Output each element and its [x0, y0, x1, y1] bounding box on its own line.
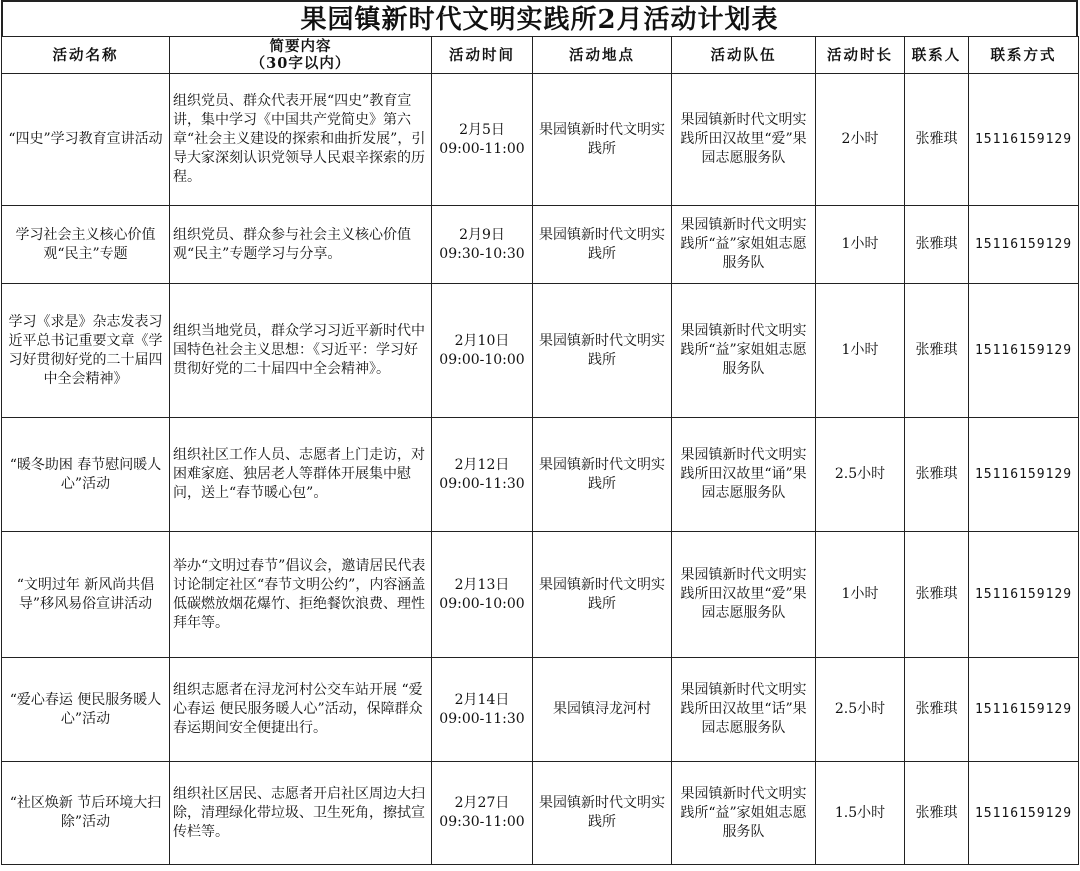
activity-name: 学习社会主义核心价值观“民主”专题 [2, 206, 170, 284]
activity-hours: 09:00-11:30 [439, 475, 525, 492]
activity-date: 2月10日 [454, 332, 510, 349]
activity-time [432, 532, 533, 658]
activity-phone: 15116159129 [969, 658, 1079, 762]
activity-duration: 1小时 [816, 206, 905, 284]
activity-hours: 09:00-11:30 [439, 710, 525, 727]
activity-contact: 张雅琪 [905, 762, 969, 865]
activity-plan-table [1, 36, 1079, 865]
activity-hours: 09:00-10:00 [439, 595, 525, 612]
activity-duration: 2小时 [816, 74, 905, 206]
activity-time [432, 418, 533, 532]
header-team: 活动队伍 [672, 37, 816, 74]
activity-date: 2月13日 [454, 576, 510, 593]
activity-name: “暖冬助困 春节慰问暖人心”活动 [2, 418, 170, 532]
activity-name: “社区焕新 节后环境大扫除”活动 [2, 762, 170, 865]
activity-duration: 2.5小时 [816, 418, 905, 532]
table-row [2, 206, 1079, 284]
activity-content: 组织志愿者在浔龙河村公交车站开展 “爱心春运 便民服务暖人心”活动，保障群众春运期间安全便捷出行。 [170, 658, 432, 762]
activity-place: 果园镇新时代文明实践所 [533, 74, 672, 206]
table-row [2, 284, 1079, 418]
activity-duration: 1小时 [816, 532, 905, 658]
activity-place: 果园镇新时代文明实践所 [533, 532, 672, 658]
header-name: 活动名称 [2, 37, 170, 74]
activity-name: “文明过年 新风尚共倡导”移风易俗宣讲活动 [2, 532, 170, 658]
activity-hours: 09:30-10:30 [439, 245, 525, 262]
table-row [2, 658, 1079, 762]
activity-phone: 15116159129 [969, 762, 1079, 865]
activity-time [432, 206, 533, 284]
activity-phone: 15116159129 [969, 532, 1079, 658]
activity-place: 果园镇新时代文明实践所 [533, 284, 672, 418]
activity-contact: 张雅琪 [905, 206, 969, 284]
header-contact: 联系人 [905, 37, 969, 74]
activity-contact: 张雅琪 [905, 418, 969, 532]
activity-duration: 1小时 [816, 284, 905, 418]
activity-name: 学习《求是》杂志发表习近平总书记重要文章《学习好贯彻好党的二十届四中全会精神》 [2, 284, 170, 418]
header-content [170, 37, 432, 74]
activity-team: 果园镇新时代文明实践所田汉故里“诵”果园志愿服务队 [672, 418, 816, 532]
activity-date: 2月14日 [454, 691, 510, 708]
header-place: 活动地点 [533, 37, 672, 74]
activity-contact: 张雅琪 [905, 284, 969, 418]
activity-content: 组织党员、群众代表开展“四史”教育宣讲，集中学习《中国共产党简史》第六章“社会主义建设的探索和曲折发展”，引导大家深刻认识党领导人民艰辛探索的历程。 [170, 74, 432, 206]
activity-phone: 15116159129 [969, 418, 1079, 532]
table-row [2, 74, 1079, 206]
table-row [2, 532, 1079, 658]
table-row [2, 762, 1079, 865]
activity-phone: 15116159129 [969, 284, 1079, 418]
activity-team: 果园镇新时代文明实践所田汉故里“话”果园志愿服务队 [672, 658, 816, 762]
activity-phone: 15116159129 [969, 206, 1079, 284]
activity-contact: 张雅琪 [905, 532, 969, 658]
activity-content: 组织社区居民、志愿者开启社区周边大扫除，清理绿化带垃圾、卫生死角，擦拭宣传栏等。 [170, 762, 432, 865]
activity-time [432, 762, 533, 865]
activity-place: 果园镇浔龙河村 [533, 658, 672, 762]
activity-time [432, 658, 533, 762]
activity-team: 果园镇新时代文明实践所“益”家姐姐志愿服务队 [672, 284, 816, 418]
activity-hours: 09:00-11:00 [439, 140, 525, 157]
activity-place: 果园镇新时代文明实践所 [533, 762, 672, 865]
activity-date: 2月12日 [454, 456, 510, 473]
header-content-label: 简要内容 [269, 38, 332, 55]
header-content-note: （30字以内） [250, 55, 351, 72]
header-phone: 联系方式 [969, 37, 1079, 74]
activity-content: 组织党员、群众参与社会主义核心价值观“民主”专题学习与分享。 [170, 206, 432, 284]
table-row [2, 418, 1079, 532]
activity-content: 组织社区工作人员、志愿者上门走访，对困难家庭、独居老人等群体开展集中慰问，送上“春节暖心包”。 [170, 418, 432, 532]
activity-place: 果园镇新时代文明实践所 [533, 206, 672, 284]
activity-duration: 1.5小时 [816, 762, 905, 865]
activity-team: 果园镇新时代文明实践所“益”家姐姐志愿服务队 [672, 206, 816, 284]
table-header-row [2, 37, 1079, 74]
activity-content: 举办“文明过春节”倡议会，邀请居民代表讨论制定社区“春节文明公约”，内容涵盖低碳燃放烟花爆竹、拒绝餐饮浪费、理性拜年等。 [170, 532, 432, 658]
page-title: 果园镇新时代文明实践所2月活动计划表 [1, 0, 1078, 36]
activity-phone: 15116159129 [969, 74, 1079, 206]
activity-hours: 09:30-11:00 [439, 814, 525, 830]
header-duration: 活动时长 [816, 37, 905, 74]
activity-time [432, 284, 533, 418]
activity-contact: 张雅琪 [905, 74, 969, 206]
activity-date: 2月9日 [459, 226, 505, 243]
activity-contact: 张雅琪 [905, 658, 969, 762]
activity-content: 组织当地党员，群众学习习近平新时代中国特色社会主义思想：《习近平：学习好贯彻好党的二十届四中全会精神》。 [170, 284, 432, 418]
activity-team: 果园镇新时代文明实践所田汉故里“爱”果园志愿服务队 [672, 532, 816, 658]
activity-name: “爱心春运 便民服务暖人心”活动 [2, 658, 170, 762]
activity-hours: 09:00-10:00 [439, 351, 525, 368]
activity-team: 果园镇新时代文明实践所“益”家姐姐志愿服务队 [672, 762, 816, 865]
activity-team: 果园镇新时代文明实践所田汉故里“爱”果园志愿服务队 [672, 74, 816, 206]
activity-place: 果园镇新时代文明实践所 [533, 418, 672, 532]
activity-time [432, 74, 533, 206]
header-time: 活动时间 [432, 37, 533, 74]
activity-date: 2月5日 [459, 121, 505, 138]
activity-date: 2月27日 [454, 795, 510, 811]
activity-duration: 2.5小时 [816, 658, 905, 762]
activity-name: “四史”学习教育宣讲活动 [2, 74, 170, 206]
